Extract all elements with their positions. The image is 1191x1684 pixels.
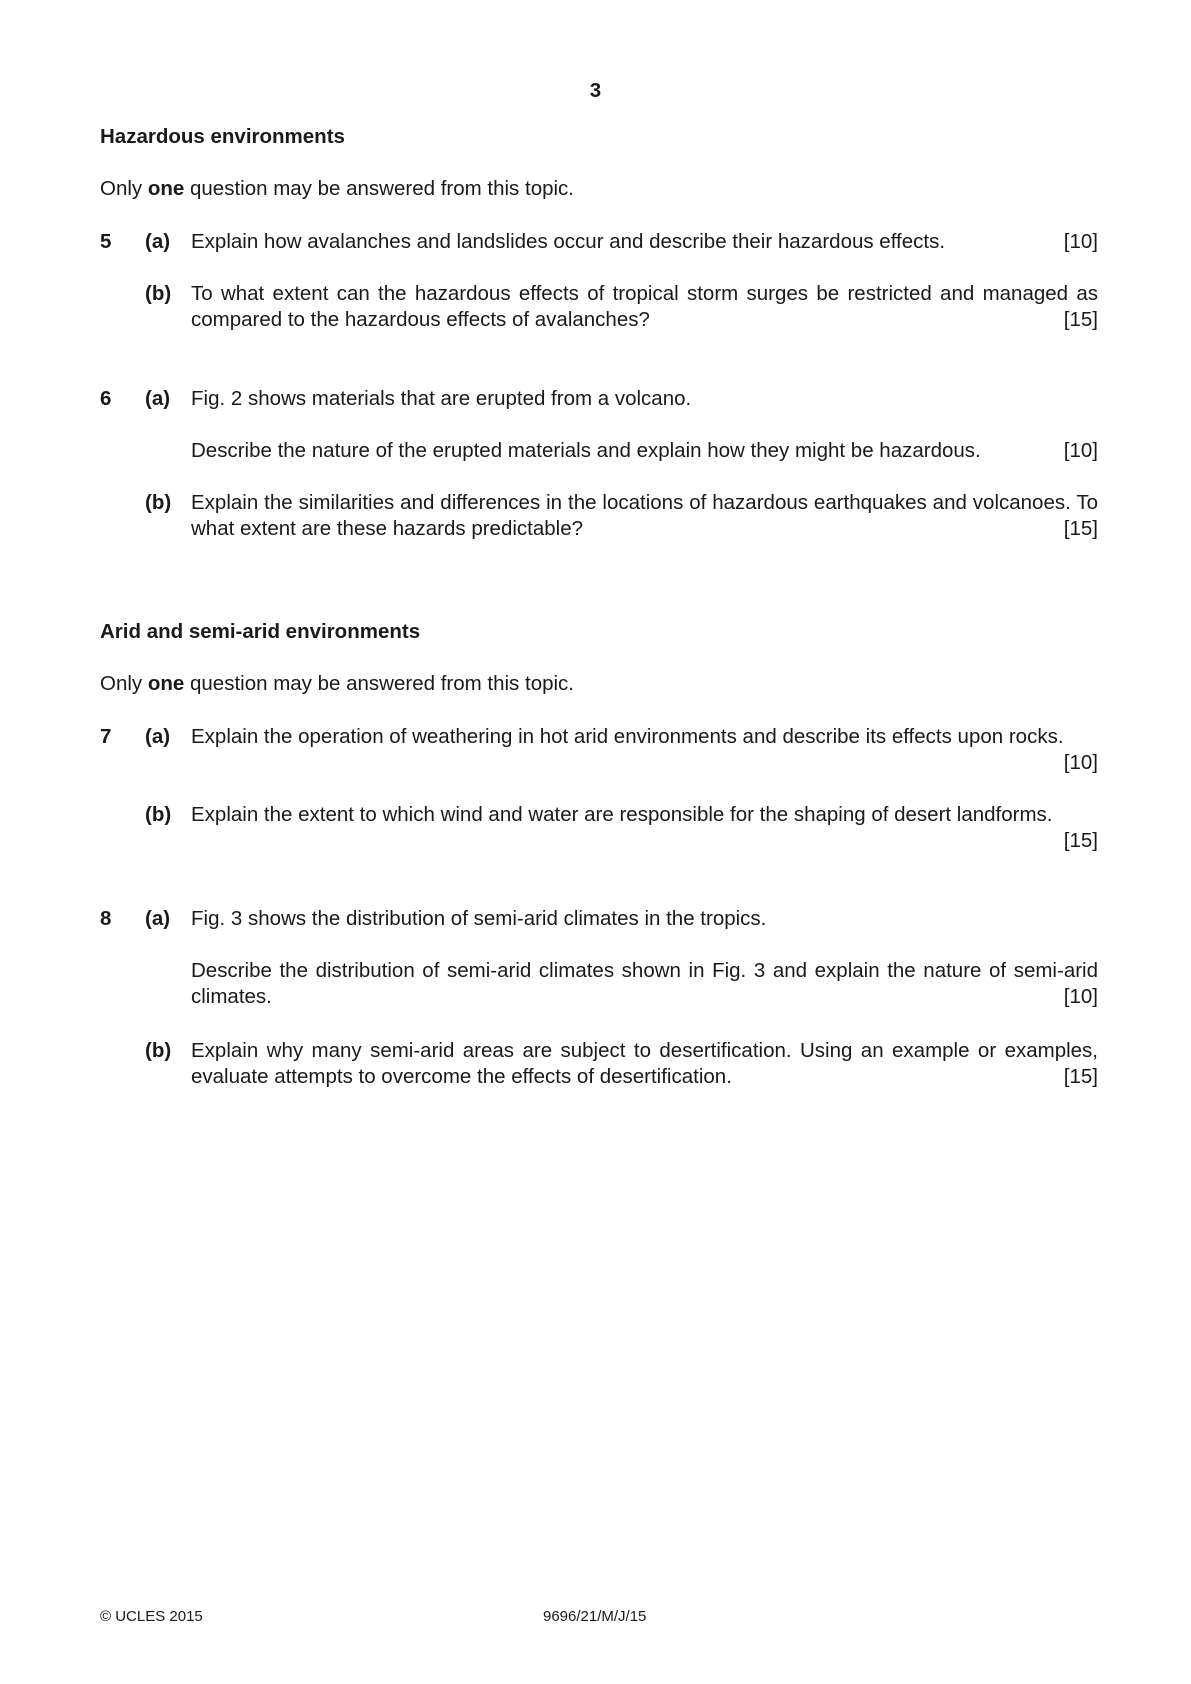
question-7b-text <box>191 802 1098 854</box>
part-label: (b) <box>145 803 172 826</box>
part-label: (a) <box>145 230 171 253</box>
intro-text-before: Only <box>100 177 148 200</box>
marks: [15] <box>1063 1065 1098 1088</box>
question-text: Describe the nature of the erupted materials and explain how they might be hazardous. <box>191 439 981 462</box>
section-intro <box>100 176 574 202</box>
intro-text-before: Only <box>100 672 148 695</box>
question-text: Explain the extent to which wind and water are responsible for the shaping of desert landforms. <box>191 803 1053 826</box>
intro-text-bold: one <box>147 672 185 695</box>
section-intro <box>100 671 574 697</box>
marks: [15] <box>1063 829 1098 852</box>
question-number-8: 8 <box>100 907 112 930</box>
question-text: To what extent can the hazardous effects of tropical storm surges be restricted and managed as compared to the hazardous effects of avalanches? <box>191 282 1098 331</box>
question-text: Explain how avalanches and landslides occur and describe their hazardous effects. <box>191 230 946 253</box>
question-8a-text <box>191 958 1098 1010</box>
intro-text-after: question may be answered from this topic. <box>184 672 575 695</box>
part-label: (a) <box>145 725 171 748</box>
marks: [15] <box>1063 517 1098 540</box>
question-number-5: 5 <box>100 230 112 253</box>
question-text: Describe the distribution of semi-arid climates shown in Fig. 3 and explain the nature of semi-arid climates. <box>191 959 1098 1008</box>
intro-text-after: question may be answered from this topic. <box>184 177 575 200</box>
question-6a-stem: Fig. 2 shows materials that are erupted from a volcano. <box>191 387 692 410</box>
question-5b-text <box>191 281 1098 333</box>
page-number: 3 <box>589 79 602 102</box>
question-text: Explain why many semi-arid areas are subject to desertification. Using an example or examples, evaluate attempts to overcome the effects of desertification. <box>191 1039 1098 1088</box>
question-6a-text <box>191 438 1098 464</box>
section-heading-hazardous: Hazardous environments <box>100 125 345 148</box>
part-label: (a) <box>145 907 171 930</box>
question-number-6: 6 <box>100 387 112 410</box>
question-8a-stem: Fig. 3 shows the distribution of semi-arid climates in the tropics. <box>191 907 767 930</box>
part-label: (b) <box>145 491 172 514</box>
question-8b-text <box>191 1038 1098 1090</box>
marks: [10] <box>1063 439 1098 462</box>
question-5a-text <box>191 229 1098 255</box>
footer-paper-code: 9696/21/M/J/15 <box>543 1608 647 1625</box>
marks: [10] <box>1063 985 1098 1008</box>
question-7a-text <box>191 724 1098 776</box>
part-label: (b) <box>145 282 172 305</box>
question-text: Explain the similarities and differences in the locations of hazardous earthquakes and volcanoes. To what extent are these hazards predictable? <box>191 491 1098 540</box>
intro-text-bold: one <box>147 177 185 200</box>
question-number-7: 7 <box>100 725 112 748</box>
marks: [10] <box>1063 230 1098 253</box>
marks: [10] <box>1063 751 1098 774</box>
question-text: Explain the operation of weathering in hot arid environments and describe its effects upon rocks. <box>191 725 1064 748</box>
footer-copyright: © UCLES 2015 <box>100 1608 203 1625</box>
question-6b-text <box>191 490 1098 542</box>
part-label: (b) <box>145 1039 172 1062</box>
section-heading-arid: Arid and semi-arid environments <box>100 620 421 643</box>
part-label: (a) <box>145 387 171 410</box>
marks: [15] <box>1063 308 1098 331</box>
